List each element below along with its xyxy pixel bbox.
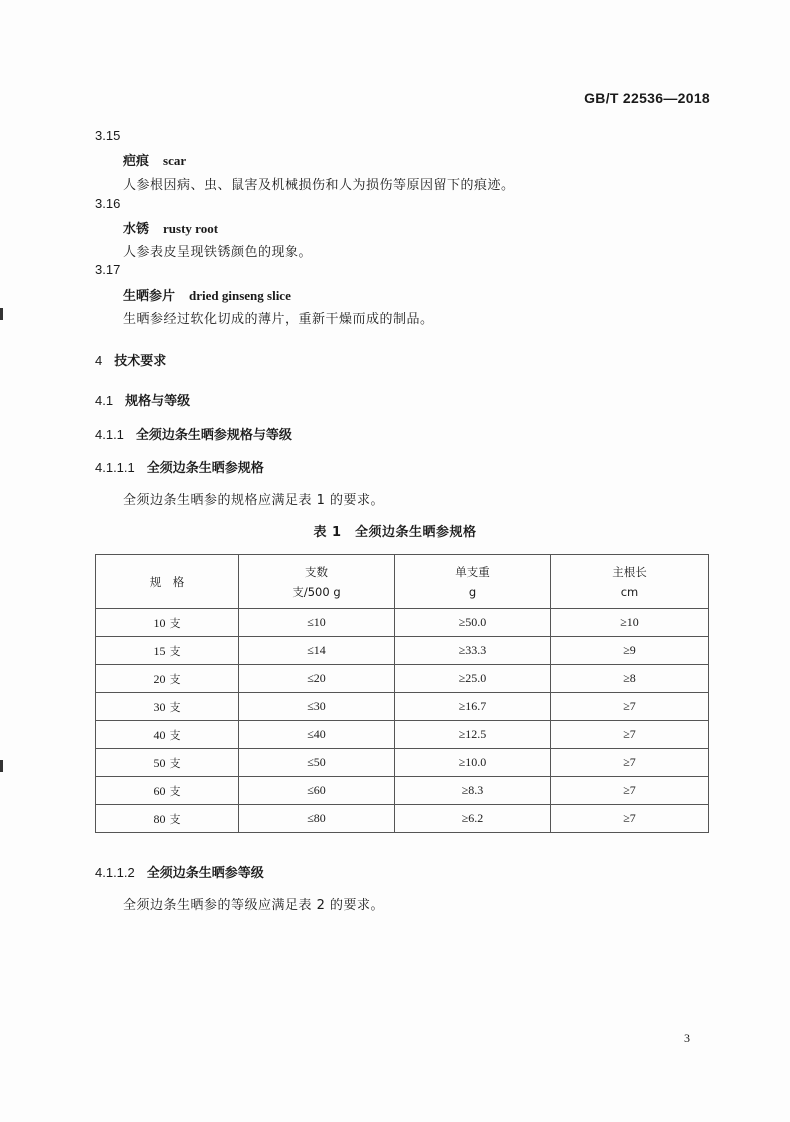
section-title: 技术要求 [114,354,167,369]
cell-length: ≥9 [551,637,709,665]
section-title: 全须边条生晒参规格 [146,461,264,476]
cell-length: ≥7 [551,777,709,805]
cell-spec: 10 支 [96,609,239,637]
spec-table [95,554,709,833]
cell-spec: 60 支 [96,777,239,805]
table-row [96,637,709,665]
section-number: 4.1.1.1 [95,460,135,475]
term-number-3-16: 3.16 [95,196,121,211]
header-spec [96,555,239,609]
term-number-3-15: 3.15 [95,128,121,143]
section-number: 4 [95,353,103,368]
cell-length: ≥7 [551,749,709,777]
section-heading-4-1-1 [95,424,292,443]
header-label: 支数 [305,564,328,579]
cell-count: ≤20 [239,665,395,693]
cell-length: ≥7 [551,805,709,833]
cell-length: ≥7 [551,693,709,721]
section-number: 4.1.1 [95,427,124,442]
term-definition-dried-ginseng-slice: 生晒参经过软化切成的薄片，重新干燥而成的制品。 [123,312,434,327]
header-unit: 支/500 g [292,584,341,599]
cell-weight: ≥8.3 [395,777,551,805]
table-caption: 表 1 全须边条生晒参规格 [313,525,477,540]
page-number: 3 [684,1031,690,1045]
cell-weight: ≥25.0 [395,665,551,693]
cell-count: ≤10 [239,609,395,637]
paragraph-4-1-1-2: 全须边条生晒参的等级应满足表 2 的要求。 [123,898,385,913]
cell-length: ≥10 [551,609,709,637]
term-zh: 疤痕 [123,154,150,169]
cell-count: ≤50 [239,749,395,777]
cell-count: ≤40 [239,721,395,749]
term-title-dried-ginseng-slice [123,285,291,304]
header-count [239,555,395,609]
table-row [96,665,709,693]
cell-spec: 40 支 [96,721,239,749]
term-en: dried ginseng slice [189,288,291,303]
table-row [96,749,709,777]
header-unit: cm [620,584,639,599]
term-zh: 水锈 [123,222,150,237]
standard-code: GB/T 22536—2018 [584,90,710,106]
table-row [96,721,709,749]
table-row [96,693,709,721]
header-label: 主根长 [612,564,647,579]
section-number: 4.1.1.2 [95,865,135,880]
cell-weight: ≥6.2 [395,805,551,833]
section-heading-4-1-1-1 [95,457,264,476]
cell-weight: ≥12.5 [395,721,551,749]
section-number: 4.1 [95,393,114,408]
table-header-row [96,555,709,609]
cell-spec: 20 支 [96,665,239,693]
term-title-rusty-root [123,218,218,237]
cell-count: ≤80 [239,805,395,833]
header-unit: g [468,584,477,599]
cell-length: ≥8 [551,665,709,693]
header-length [551,555,709,609]
paragraph-4-1-1-1: 全须边条生晒参的规格应满足表 1 的要求。 [123,493,385,508]
section-title: 全须边条生晒参等级 [146,866,264,881]
term-zh: 生晒参片 [123,289,176,304]
cell-count: ≤30 [239,693,395,721]
cell-length: ≥7 [551,721,709,749]
cell-count: ≤14 [239,637,395,665]
section-heading-4-1 [95,390,190,409]
scan-edge-mark [0,308,3,320]
header-label: 规 格 [149,574,185,589]
cell-spec: 30 支 [96,693,239,721]
cell-spec: 80 支 [96,805,239,833]
section-title: 全须边条生晒参规格与等级 [135,428,292,443]
table-row [96,777,709,805]
cell-weight: ≥16.7 [395,693,551,721]
section-heading-4-1-1-2 [95,862,264,881]
cell-spec: 15 支 [96,637,239,665]
term-definition-rusty-root: 人参表皮呈现铁锈颜色的现象。 [123,245,313,260]
cell-weight: ≥50.0 [395,609,551,637]
header-weight [395,555,551,609]
table-row [96,609,709,637]
term-title-scar [123,150,186,169]
term-en: rusty root [163,221,219,236]
header-label: 单支重 [455,564,490,579]
section-title: 规格与等级 [125,394,191,409]
scan-edge-mark [0,760,3,772]
section-heading-4 [95,350,166,369]
term-en: scar [163,153,187,168]
term-number-3-17: 3.17 [95,262,121,277]
cell-spec: 50 支 [96,749,239,777]
cell-count: ≤60 [239,777,395,805]
term-definition-scar: 人参根因病、虫、鼠害及机械损伤和人为损伤等原因留下的痕迹。 [123,178,515,193]
cell-weight: ≥33.3 [395,637,551,665]
cell-weight: ≥10.0 [395,749,551,777]
table-row [96,805,709,833]
